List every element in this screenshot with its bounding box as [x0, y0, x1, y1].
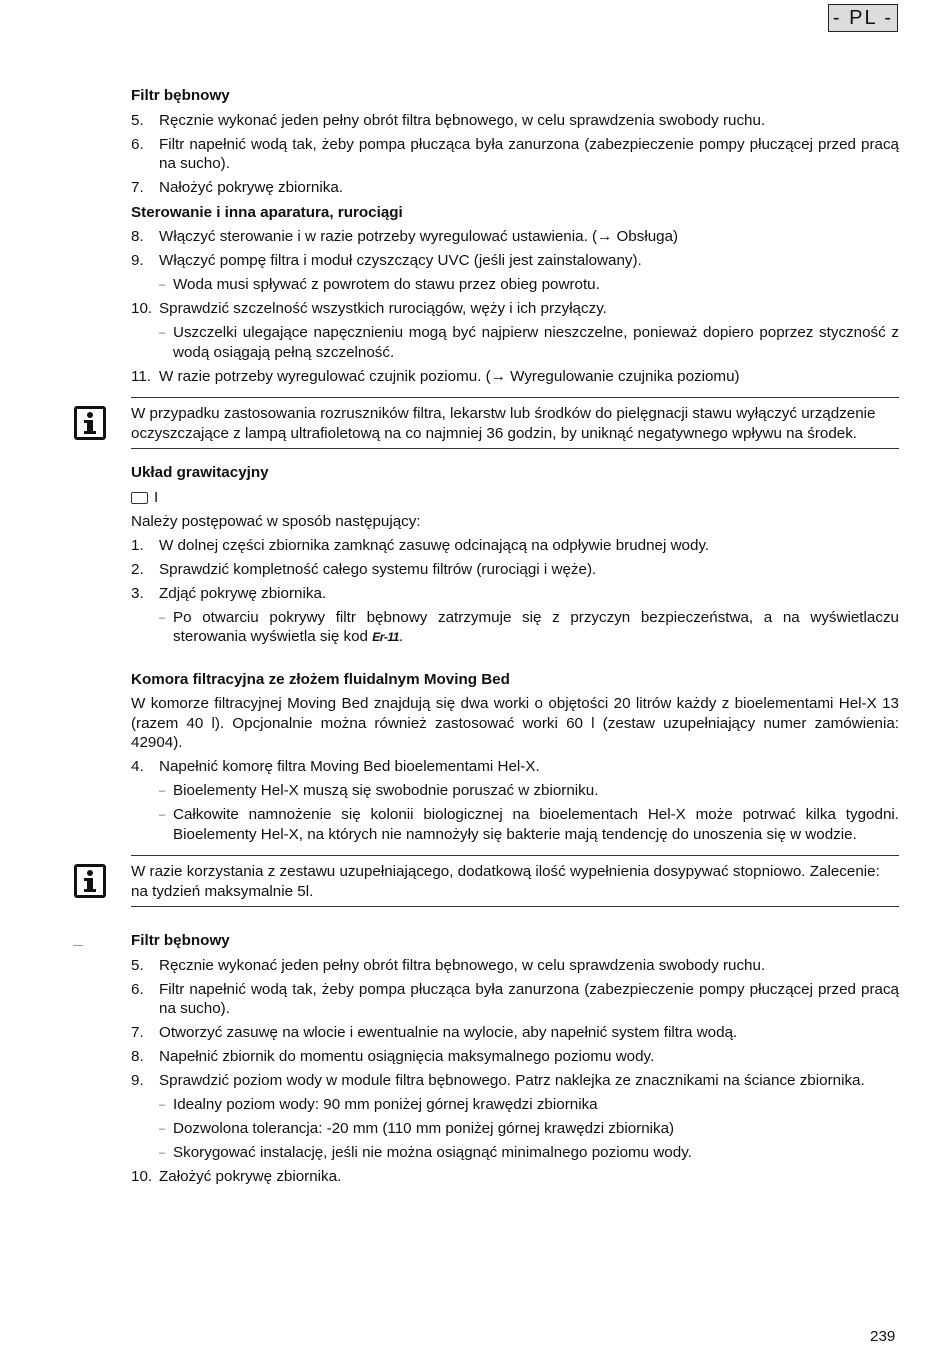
sub-item — [159, 323, 899, 362]
sub-item — [159, 1119, 899, 1139]
sub-item-text: Idealny poziom wody: 90 mm poniżej górnej krawędzi zbiornika — [173, 1096, 598, 1113]
list-item — [131, 251, 899, 271]
item-text: Filtr napełnić wodą tak, żeby pompa płucząca była zanurzona (zabezpieczenie pompy płuczącej przed pracą na sucho). — [159, 135, 899, 172]
list-item — [131, 299, 899, 319]
sub-item-text: Całkowite namnożenie się kolonii biologicznej na bioelementach Hel-X może potrwać kilka tygodni. Bioelementy Hel-X, na których nie namnożyły się bakterie mają tendencję do unoszenia się w wodzie. — [173, 806, 899, 843]
item-number: 5. — [131, 956, 144, 974]
item-text: W razie potrzeby wyregulować czujnik poziomu. (→ Wyregulowanie czujnika poziomu) — [159, 367, 740, 385]
list-item — [131, 1023, 899, 1043]
section-heading: Filtr bębnowy — [131, 932, 230, 949]
dash-bullet: – — [159, 611, 166, 624]
dash-bullet: – — [159, 279, 166, 291]
info-note — [131, 397, 899, 449]
checkbox-icon — [131, 492, 148, 504]
note-text: W razie korzystania z zestawu uzupełniającego, dodatkową ilość wypełnienia dosypywać stopniowo. Zalecenie: na tydzień maksymalnie 5l. — [131, 863, 880, 900]
dash-bullet: – — [159, 1147, 166, 1159]
item-number: 7. — [131, 179, 144, 196]
item-number: 8. — [131, 1048, 144, 1065]
item-number: 1. — [131, 536, 144, 554]
intro-text: Należy postępować w sposób następujący: — [131, 512, 421, 530]
item-number: 9. — [131, 1072, 144, 1089]
item-text: Założyć pokrywę zbiornika. — [159, 1168, 342, 1185]
item-text: Ręcznie wykonać jeden pełny obrót filtra bębnowego, w celu sprawdzenia swobody ruchu. — [159, 956, 766, 974]
sub-item — [159, 1143, 899, 1163]
item-number: 10. — [131, 300, 153, 317]
item-number: 8. — [131, 228, 144, 245]
list-item — [131, 1071, 899, 1091]
error-code: Er-11 — [372, 630, 399, 644]
section-heading: Komora filtracyjna ze złożem fluidalnym Moving Bed — [131, 670, 510, 688]
item-number: 9. — [131, 252, 144, 269]
list-item — [131, 980, 899, 1019]
info-icon — [74, 864, 106, 898]
item-text: Ręcznie wykonać jeden pełny obrót filtra bębnowego, w celu sprawdzenia swobody ruchu. — [159, 111, 766, 129]
item-text: Napełnić komorę filtra Moving Bed bioelementami Hel-X. — [159, 758, 540, 775]
item-number: 2. — [131, 560, 144, 578]
dash-bullet: – — [159, 1123, 166, 1135]
section-heading: Filtr bębnowy — [131, 87, 230, 104]
checkbox-label: I — [154, 489, 159, 506]
list-item — [131, 956, 899, 976]
sub-item-text: Bioelementy Hel-X muszą się swobodnie poruszać w zbiorniku. — [173, 782, 599, 799]
info-icon — [74, 406, 106, 440]
list-item — [131, 536, 899, 556]
page-number: 239 — [870, 1328, 896, 1345]
item-text: Otworzyć zasuwę na wlocie i ewentualnie na wylocie, aby napełnić system filtra wodą. — [159, 1024, 738, 1041]
sub-item-text: Uszczelki ulegające napęcznieniu mogą być najpierw nieszczelne, ponieważ dopiero poprzez styczność z wodą osiągają pełną szczelność. — [173, 324, 899, 361]
sub-item-text-main: Po otwarciu pokrywy filtr bębnowy zatrzymuje się z przyczyn bezpieczeństwa, a na wyświetlaczu sterowania wyświetla się kod — [173, 608, 899, 645]
item-number: 10. — [131, 1168, 153, 1185]
item-number: 6. — [131, 135, 144, 153]
list-item — [131, 227, 899, 247]
item-text: Włączyć sterowanie i w razie potrzeby wyregulować ustawienia. (→ Obsługa) — [159, 228, 679, 245]
dash-bullet: – — [159, 1099, 166, 1111]
item-text: Sprawdzić poziom wody w module filtra bębnowego. Patrz naklejka ze znacznikami na ściance zbiornika. — [159, 1072, 865, 1089]
language-badge: - PL - — [828, 4, 898, 32]
checkbox-option — [131, 488, 899, 507]
list-item — [131, 1047, 899, 1067]
item-text: Napełnić zbiornik do momentu osiągnięcia maksymalnego poziomu wody. — [159, 1048, 655, 1065]
item-number: 7. — [131, 1024, 144, 1041]
sub-item-text-end: . — [398, 628, 404, 645]
list-item — [131, 111, 899, 131]
info-note — [131, 855, 899, 907]
item-text: Zdjąć pokrywę zbiornika. — [159, 584, 327, 602]
sub-item — [159, 1095, 899, 1115]
list-item — [131, 584, 899, 604]
sub-item — [159, 805, 899, 844]
sub-item-text: Woda musi spływać z powrotem do stawu przez obieg powrotu. — [173, 276, 600, 293]
margin-mark — [73, 945, 83, 946]
page-content — [131, 86, 899, 1187]
item-text: Filtr napełnić wodą tak, żeby pompa płucząca była zanurzona (zabezpieczenie pompy płuczącej przed pracą na sucho). — [159, 980, 899, 1017]
sub-item — [159, 781, 899, 801]
item-text: Nałożyć pokrywę zbiornika. — [159, 179, 344, 196]
item-text: Sprawdzić kompletność całego systemu filtrów (rurociągi i węże). — [159, 560, 597, 578]
sub-item-text: Skorygować instalację, jeśli nie można osiągnąć minimalnego poziomu wody. — [173, 1144, 692, 1161]
item-number: 11. — [131, 367, 151, 385]
list-item — [131, 560, 899, 580]
list-item — [131, 1167, 899, 1187]
list-item — [131, 135, 899, 174]
sub-item-text: Dozwolona tolerancja: -20 mm (110 mm poniżej górnej krawędzi zbiornika) — [173, 1120, 675, 1137]
list-item — [131, 178, 899, 198]
dash-bullet: – — [159, 327, 166, 339]
sub-item-text — [173, 608, 899, 648]
dash-bullet: – — [159, 785, 166, 797]
item-text: Włączyć pompę filtra i moduł czyszczący UVC (jeśli jest zainstalowany). — [159, 252, 642, 269]
item-number: 5. — [131, 111, 144, 129]
list-item — [131, 367, 899, 387]
item-number: 4. — [131, 758, 144, 775]
item-text: W dolnej części zbiornika zamknąć zasuwę odcinającą na odpływie brudnej wody. — [159, 536, 710, 554]
section-heading: Układ grawitacyjny — [131, 464, 269, 481]
item-text: Sprawdzić szczelność wszystkich rurociągów, węży i ich przyłączy. — [159, 300, 607, 317]
sub-item — [159, 275, 899, 295]
item-number: 3. — [131, 584, 144, 602]
sub-item — [159, 608, 899, 648]
note-text: W przypadku zastosowania rozruszników filtra, lekarstw lub środków do pielęgnacji stawu wyłączyć urządzenie oczyszczające z lampą ultrafioletową na co najmniej 36 godzin, by uniknąć negatywnego wpływu na środek. — [131, 405, 876, 442]
item-number: 6. — [131, 980, 144, 998]
paragraph: W komorze filtracyjnej Moving Bed znajdują się dwa worki o objętości 20 litrów każdy z bioelementami Hel-X 13 (razem 40 l). Opcjonalnie można również zastosować worki 60 l (zestaw uzupełniający numer zamówienia: 42904). — [131, 695, 899, 751]
dash-bullet: – — [159, 809, 166, 821]
list-item — [131, 757, 899, 777]
section-heading: Sterowanie i inna aparatura, rurociągi — [131, 203, 403, 221]
